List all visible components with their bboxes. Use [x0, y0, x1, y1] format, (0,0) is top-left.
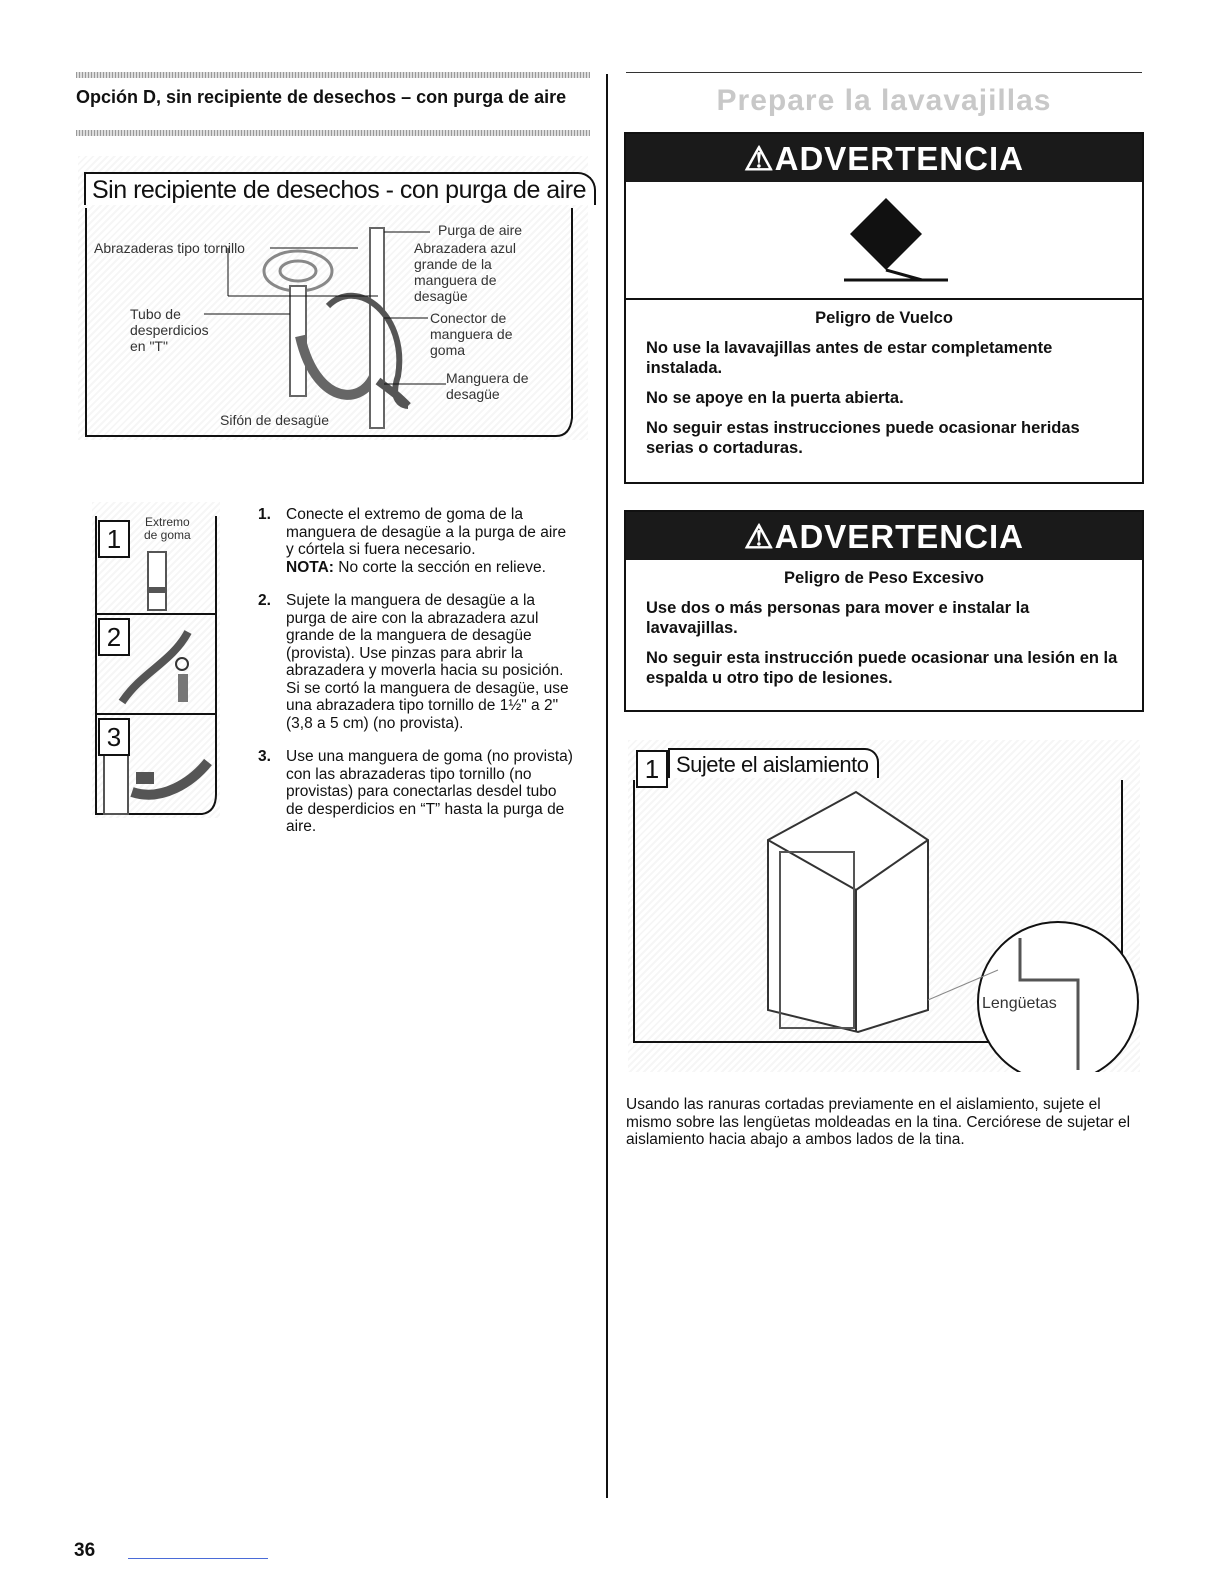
label-tubo-desperdicios: Tubo de desperdicios en "T": [130, 306, 209, 354]
step-1-text: Conecte el extremo de goma de la manguera de desagüe a la purga de aire y córtela si fuera necesario.: [286, 506, 567, 558]
warning-1-icon-area: [626, 182, 1142, 300]
step-3-number: 3.: [258, 748, 271, 765]
step-3: [258, 748, 578, 836]
warning-1-hazard: Peligro de Vuelco: [815, 309, 953, 327]
label-lenguetas: Lengüetas: [982, 995, 1057, 1012]
column-divider: [606, 74, 608, 1498]
steps-list: [258, 506, 578, 852]
warning-2-header: ⚠ADVERTENCIA: [626, 512, 1142, 560]
right-top-rule: [626, 72, 1142, 73]
label-extremo-goma: Extremo de goma: [144, 515, 191, 542]
plumbing-figure: [78, 156, 588, 440]
insulation-step-num: 1: [636, 750, 668, 788]
warning-2-body: [626, 568, 1142, 688]
label-abrazadera-azul: Abrazadera azul grande de la manguera de desagüe: [414, 240, 516, 304]
label-manguera: Manguera de desagüe: [446, 370, 529, 402]
dishwasher-illustration: [628, 740, 1140, 1072]
warning-1-line-3: No seguir estas instrucciones puede ocasionar heridas serias o cortaduras.: [646, 419, 1080, 457]
step-figure-num-1: 1: [98, 520, 130, 558]
warning-1-line-2: No se apoye en la puerta abierta.: [646, 389, 904, 407]
step-2-number: 2.: [258, 592, 271, 609]
step-1-number: 1.: [258, 506, 271, 523]
warning-1-line-1: No use la lavavajillas antes de estar completamente instalada.: [646, 339, 1053, 377]
step-1-content: [286, 506, 578, 576]
step-figure-num-3: 3: [98, 718, 130, 756]
plumbing-figure-title: Sin recipiente de desechos - con purga de aire: [84, 172, 596, 205]
warning-1-header: ⚠ADVERTENCIA: [626, 134, 1142, 182]
step-3-text: Use una manguera de goma (no provista) con las abrazaderas tipo tornillo (no provistas) para conectarlas desdel tubo de desperdicios en “T” hasta la purga de aire.: [286, 748, 573, 835]
warning-2-hazard: Peligro de Peso Excesivo: [784, 569, 984, 587]
warning-excess-weight: [624, 510, 1144, 712]
warning-1-body: [626, 308, 1142, 458]
prepare-title: Prepare la lavavajillas: [716, 84, 1052, 117]
warning-tip-over: [624, 132, 1144, 484]
step-1-note-label: NOTA:: [286, 558, 334, 576]
step-2-text: Sujete la manguera de desagüe a la purga de aire con la abrazadera azul grande de la manguera de desagüe (provista). Use pinzas para abrir la abrazadera y moverla hacia su posición. Si se cortó la manguera de desagüe, use una abrazadera tipo tornillo de 1½" a 2" (3,8 a 5 cm) (no provista).: [286, 592, 569, 732]
label-sifon: Sifón de desagüe: [220, 412, 329, 428]
steps-figure: [92, 502, 220, 818]
insulation-paragraph: Usando las ranuras cortadas previamente en el aislamiento, sujete el mismo sobre las lengüetas moldeadas en la tina. Cerciórese de sujetar el aislamiento hacia abajo a ambos lados de la tina.: [626, 1096, 1131, 1148]
step-1: [258, 506, 578, 576]
step-figure-num-2: 2: [98, 618, 130, 656]
step-2: [258, 592, 578, 732]
insulation-figure: [628, 740, 1140, 1072]
label-abrazaderas: Abrazaderas tipo tornillo: [94, 240, 245, 256]
warning-2-line-2: No seguir esta instrucción puede ocasionar una lesión en la espalda u otro tipo de lesiones.: [646, 649, 1118, 687]
tip-over-hazard-icon: [834, 196, 954, 286]
label-purga-aire: Purga de aire: [438, 222, 523, 238]
page-number: 36: [74, 1540, 96, 1561]
step-1-note: No corte la sección en relieve.: [333, 558, 546, 576]
warning-2-line-1: Use dos o más personas para mover e instalar la lavavajillas.: [646, 599, 1030, 637]
section-bottom-rule: [76, 130, 590, 136]
section-title: Opción D, sin recipiente de desechos – con purga de aire: [76, 87, 567, 107]
section-top-rule: [76, 72, 590, 78]
label-conector: Conector de manguera de goma: [430, 310, 513, 358]
insulation-figure-title: Sujete el aislamiento: [668, 748, 879, 778]
footer-link-rule: [128, 1558, 268, 1559]
